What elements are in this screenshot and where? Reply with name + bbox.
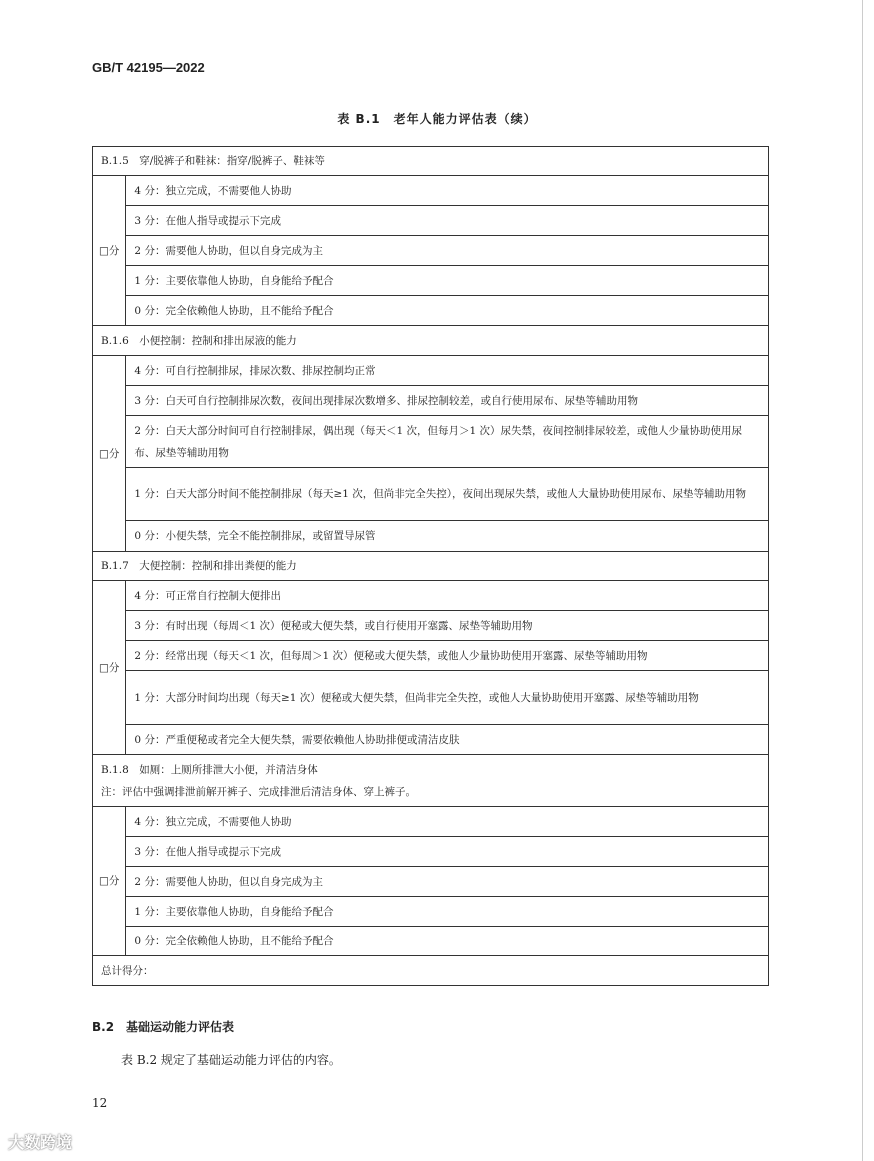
option-row bbox=[93, 867, 769, 897]
option-text: 0 分：完全依赖他人协助，且不能给予配合 bbox=[126, 927, 769, 956]
option-row bbox=[93, 266, 769, 296]
option-text: 0 分：完全依赖他人协助，且不能给予配合 bbox=[126, 296, 769, 326]
option-text: 0 分：严重便秘或者完全大便失禁，需要依赖他人协助排便或清洁皮肤 bbox=[126, 725, 769, 755]
option-row bbox=[93, 296, 769, 326]
option-row bbox=[93, 837, 769, 867]
score-cell: □分 bbox=[93, 356, 126, 552]
score-cell: □分 bbox=[93, 581, 126, 755]
section-title-cell bbox=[93, 147, 769, 176]
section-header-row bbox=[93, 755, 769, 807]
option-text: 4 分：独立完成，不需要他人协助 bbox=[126, 176, 769, 206]
option-row bbox=[93, 416, 769, 468]
option-text: 3 分：在他人指导或提示下完成 bbox=[126, 206, 769, 236]
option-text: 1 分：主要依靠他人协助，自身能给予配合 bbox=[126, 897, 769, 927]
option-row bbox=[93, 671, 769, 725]
option-text: 4 分：可自行控制排尿，排尿次数、排尿控制均正常 bbox=[126, 356, 769, 386]
section-header-row bbox=[93, 326, 769, 356]
score-cell: □分 bbox=[93, 807, 126, 956]
option-row bbox=[93, 611, 769, 641]
option-row bbox=[93, 581, 769, 611]
option-text: 2 分：经常出现（每天＜1 次，但每周＞1 次）便秘或大便失禁，或他人少量协助使用开塞露、尿垫等辅助用物 bbox=[126, 641, 769, 671]
score-cell: □分 bbox=[93, 176, 126, 326]
section-header-row bbox=[93, 552, 769, 581]
paragraph: 表 B.2 规定了基础运动能力评估的内容。 bbox=[121, 1053, 341, 1067]
option-row bbox=[93, 897, 769, 927]
option-text: 4 分：可正常自行控制大便排出 bbox=[126, 581, 769, 611]
section-heading: B.2 基础运动能力评估表 bbox=[92, 1020, 235, 1034]
option-text: 4 分：独立完成，不需要他人协助 bbox=[126, 807, 769, 837]
option-text: 1 分：白天大部分时间不能控制排尿（每天≥1 次，但尚非完全失控），夜间出现尿失禁，或他人大量协助使用尿布、尿垫等辅助用物 bbox=[126, 468, 769, 521]
option-text: 0 分：小便失禁，完全不能控制排尿，或留置导尿管 bbox=[126, 521, 769, 552]
option-row bbox=[93, 176, 769, 206]
total-label: 总计得分： bbox=[93, 956, 769, 986]
section-title: B.1.7 大便控制：控制和排出粪便的能力 bbox=[101, 560, 297, 572]
option-row bbox=[93, 356, 769, 386]
section-title-cell bbox=[93, 552, 769, 581]
total-row bbox=[93, 956, 769, 986]
watermark-logo: 大数跨境 bbox=[8, 1133, 73, 1152]
table-title: 表 B.1 老年人能力评估表（续） bbox=[337, 112, 537, 126]
option-row bbox=[93, 641, 769, 671]
section-header-row bbox=[93, 147, 769, 176]
section-title-cell bbox=[93, 755, 769, 807]
option-text: 3 分：白天可自行控制排尿次数，夜间出现排尿次数增多、排尿控制较差，或自行使用尿布、尿垫等辅助用物 bbox=[126, 386, 769, 416]
option-text: 2 分：白天大部分时间可自行控制排尿，偶出现（每天＜1 次，但每月＞1 次）尿失禁，夜间控制排尿较差，或他人少量协助使用尿布、尿垫等辅助用物 bbox=[126, 416, 769, 468]
option-row bbox=[93, 927, 769, 956]
option-text: 1 分：大部分时间均出现（每天≥1 次）便秘或大便失禁，但尚非完全失控，或他人大量协助使用开塞露、尿垫等辅助用物 bbox=[126, 671, 769, 725]
option-text: 3 分：有时出现（每周＜1 次）便秘或大便失禁，或自行使用开塞露、尿垫等辅助用物 bbox=[126, 611, 769, 641]
page-edge bbox=[862, 0, 863, 1161]
option-row bbox=[93, 807, 769, 837]
option-text: 3 分：在他人指导或提示下完成 bbox=[126, 837, 769, 867]
option-row bbox=[93, 236, 769, 266]
option-text: 2 分：需要他人协助，但以自身完成为主 bbox=[126, 867, 769, 897]
standard-number: GB/T 42195—2022 bbox=[92, 60, 205, 75]
option-row bbox=[93, 386, 769, 416]
option-row bbox=[93, 725, 769, 755]
option-text: 1 分：主要依靠他人协助，自身能给予配合 bbox=[126, 266, 769, 296]
section-title: B.1.8 如厕：上厕所排泄大小便，并清洁身体 bbox=[101, 763, 318, 776]
section-title: B.1.6 小便控制：控制和排出尿液的能力 bbox=[101, 334, 297, 347]
option-text: 2 分：需要他人协助，但以自身完成为主 bbox=[126, 236, 769, 266]
section-title-cell bbox=[93, 326, 769, 356]
assessment-table bbox=[92, 146, 769, 986]
option-row bbox=[93, 468, 769, 521]
option-row bbox=[93, 521, 769, 552]
page-number: 12 bbox=[92, 1096, 108, 1110]
option-row bbox=[93, 206, 769, 236]
section-title: B.1.5 穿/脱裤子和鞋袜：指穿/脱裤子、鞋袜等 bbox=[101, 155, 325, 167]
section-note: 注：评估中强调排泄前解开裤子、完成排泄后清洁身体、穿上裤子。 bbox=[101, 785, 416, 798]
